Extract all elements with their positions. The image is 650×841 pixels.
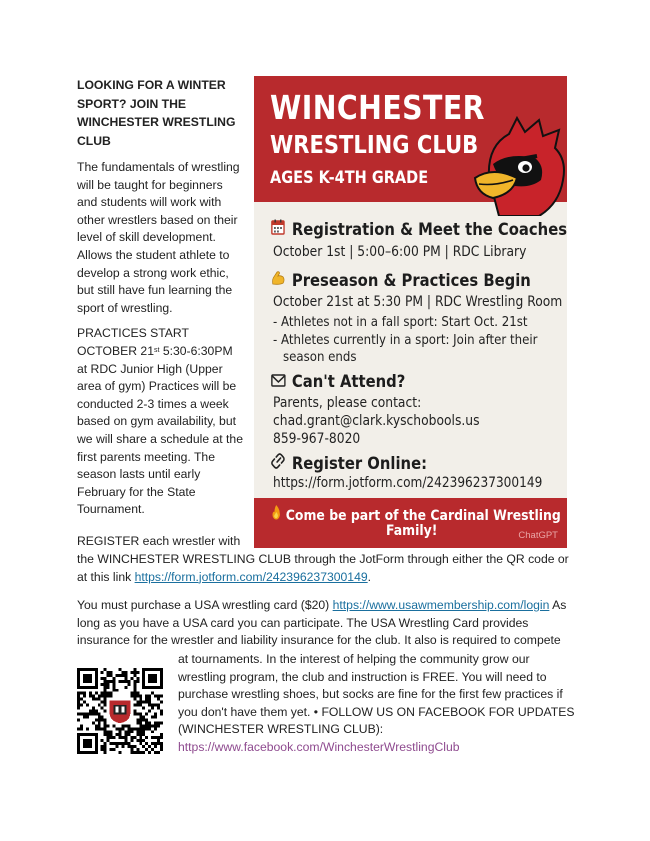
registration-heading <box>271 219 567 240</box>
qr-center-logo-icon <box>107 698 134 725</box>
poster-footer-banner <box>254 498 567 548</box>
cta-line-2: Family! <box>386 523 438 539</box>
register-line: REGISTER each wrestler with <box>77 534 241 548</box>
register-text: the WINCHESTER WRESTLING CLUB through the JotForm through either the QR code or at this link <box>77 552 569 584</box>
link-icon <box>271 453 287 474</box>
fire-icon <box>271 505 281 524</box>
intro-paragraph: The fundamentals of wrestling will be taught for beginners and students will work with other wrestlers based on their level of skill development. Allows the student athlete to develop a strong work ethic, but still have fun learning the sport of wrestling. <box>77 160 240 315</box>
practices-paragraph <box>77 325 243 519</box>
preseason-details: October 21st at 5:30 PM | RDC Wrestling Room <box>273 294 563 310</box>
cardinal-mascot-icon <box>459 116 567 216</box>
calendar-icon <box>271 219 287 240</box>
cant-attend-heading-text: Can't Attend? <box>291 372 406 392</box>
qr-code[interactable] <box>77 668 163 754</box>
usa-text-a: You must purchase a USA wrestling card ($20) <box>77 598 333 612</box>
register-online-heading-text: Register Online: <box>291 454 428 474</box>
envelope-icon <box>271 372 287 392</box>
register-online-heading <box>271 453 427 474</box>
register-period: . <box>367 569 372 584</box>
ordinal-suffix: st <box>154 346 160 354</box>
facebook-link[interactable]: https://www.facebook.com/WinchesterWrestlingClub <box>178 739 460 754</box>
poster-title-line2: WRESTLING CLUB <box>270 130 479 159</box>
poster-title: WINCHESTER <box>270 88 485 127</box>
practices-text-b: 5:30-6:30PM at RDC Junior High (Upper area of gym) Practices will be conducted 2-3 times a week based on gym availability, but we will share a schedule at the first parents meeting. The season lasts until early February for the State Tournament. <box>77 343 243 517</box>
register-paragraph <box>77 551 577 586</box>
contact-line: Parents, please contact: <box>273 395 422 411</box>
event-poster <box>254 76 567 548</box>
usaw-membership-link[interactable]: https://www.usawmembership.com/login <box>332 598 550 612</box>
jotform-link[interactable]: https://form.jotform.com/242396237300149 <box>134 569 368 584</box>
register-online-url[interactable]: https://form.jotform.com/242396237300149 <box>273 475 543 491</box>
poster-age-range: AGES K-4TH GRADE <box>270 168 429 187</box>
contact-email[interactable]: chad.grant@clark.kyschobools.us <box>273 413 480 429</box>
cta-line-1 <box>271 505 561 524</box>
intro-heading: LOOKING FOR A WINTER SPORT? JOIN THE WINCHESTER WRESTLING CLUB <box>77 78 236 148</box>
registration-heading-text: Registration & Meet the Coaches <box>291 220 568 240</box>
usa-card-paragraph <box>77 597 577 650</box>
preseason-heading <box>271 270 531 291</box>
practices-text-a: PRACTICES START OCTOBER 21 <box>77 326 189 358</box>
usa-text-b: As long as you have a USA card you can participate. The USA Wrestling Card provides insurance for the wrestler and liability insurance for the club. It also is required to compete <box>77 598 567 648</box>
preseason-bullet-2-cont: season ends <box>283 350 357 365</box>
intro-column <box>77 76 243 527</box>
preseason-bullet-1: - Athletes not in a fall sport: Start Oct. 21st <box>273 315 528 330</box>
chatgpt-watermark: ChatGPT <box>518 530 558 541</box>
cta-line-1-text: Come be part of the Cardinal Wrestling <box>285 508 561 524</box>
preseason-bullet-2: - Athletes currently in a sport: Join after their <box>273 333 538 348</box>
flexed-bicep-icon <box>271 270 287 291</box>
usa-card-continued <box>178 651 578 757</box>
preseason-heading-text: Preseason & Practices Begin <box>291 271 531 291</box>
cant-attend-heading <box>271 372 405 392</box>
contact-phone[interactable]: 859-967-8020 <box>273 431 361 447</box>
registration-details: October 1st | 5:00–6:00 PM | RDC Library <box>273 244 527 260</box>
usa-wrap-text: at tournaments. In the interest of helping the community grow our wrestling program, the club and instruction is FREE. You will need to purchase wrestling shoes, but socks are fine for the first few practices if you don't have them yet. • FOLLOW US ON FACEBOOK FOR UPDATES (WINCHESTER WRESTLING CLUB): <box>178 652 575 737</box>
